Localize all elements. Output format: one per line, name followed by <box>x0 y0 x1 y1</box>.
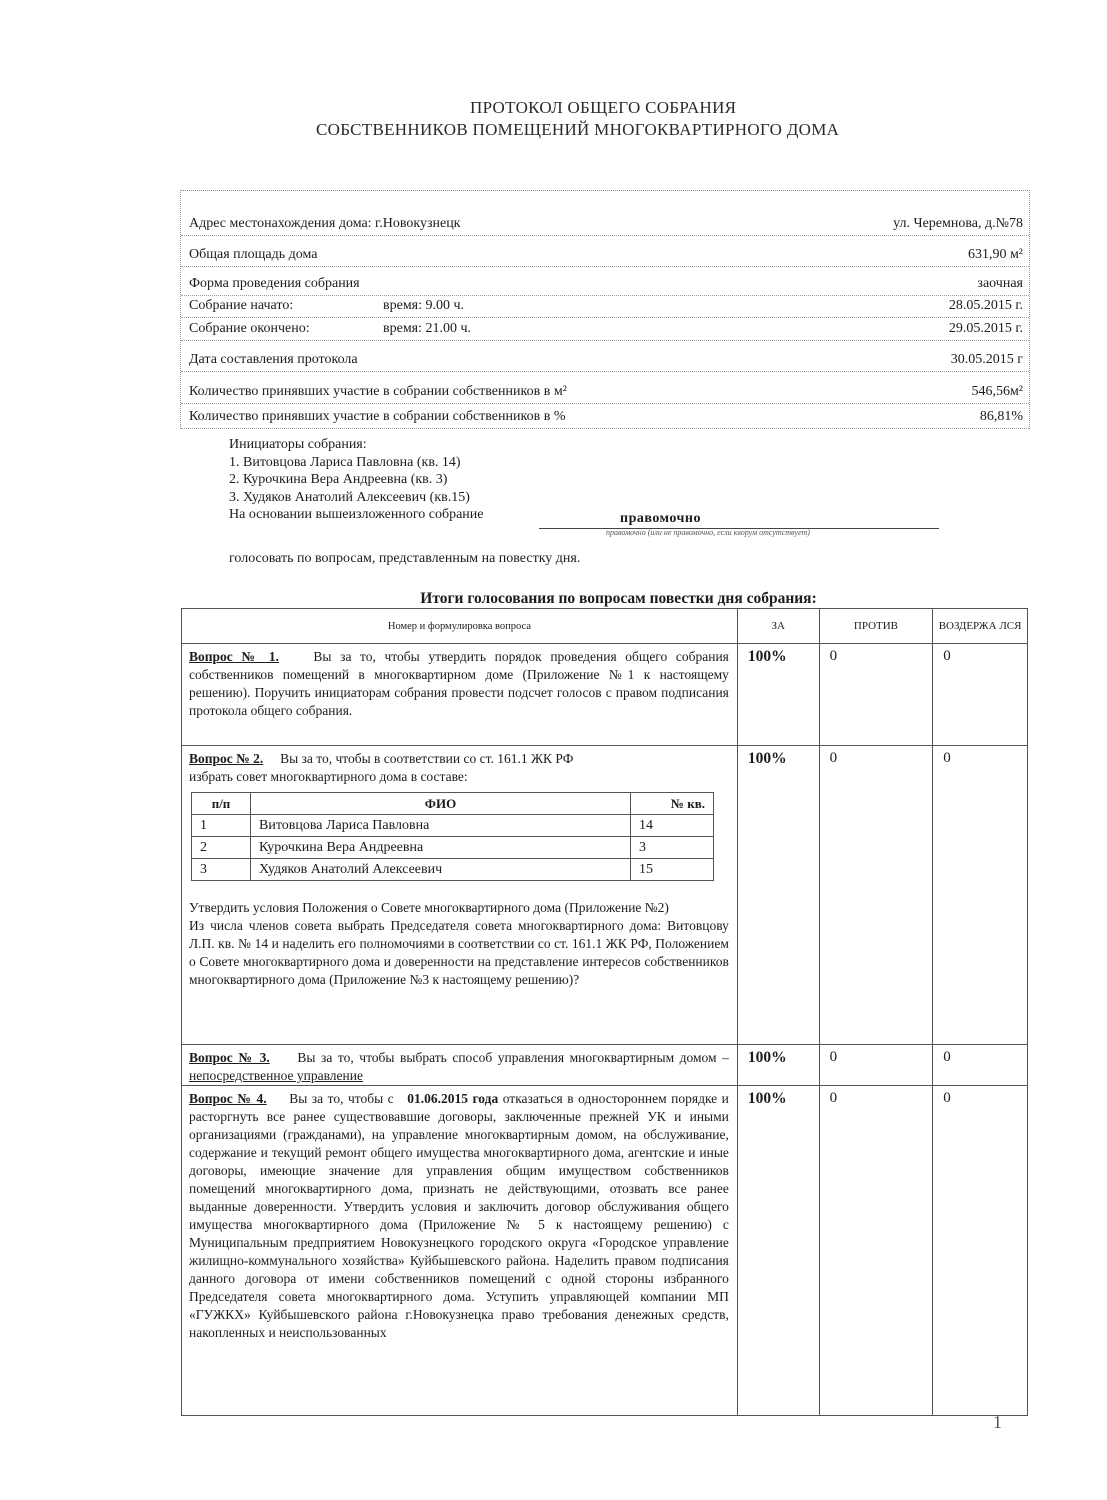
info-value: ул. Черемнова, д.№78 <box>893 216 1023 231</box>
info-value: 29.05.2015 г. <box>948 321 1023 336</box>
initiator-item: 3. Худяков Анатолий Алексеевич (кв.15) <box>229 489 470 505</box>
title-line-1: ПРОТОКОЛ ОБЩЕГО СОБРАНИЯ <box>470 98 737 117</box>
question-cell <box>182 1086 738 1416</box>
question-text-management: непосредственное управление <box>189 1068 363 1083</box>
legal-hint: правомочно (или не правомочно, если кворум отсутствует) <box>606 528 810 537</box>
council-row <box>192 815 714 837</box>
info-row-participants-percent <box>181 404 1029 429</box>
council-fio: Худяков Анатолий Алексеевич <box>251 859 631 881</box>
council-apt: 3 <box>631 837 714 859</box>
info-label: Собрание окончено: <box>189 321 310 336</box>
vote-for: 100% <box>737 1045 819 1086</box>
question-cell <box>182 644 738 746</box>
council-header-num: п/п <box>192 793 251 815</box>
vote-against: 0 <box>819 1045 933 1086</box>
vote-for: 100% <box>737 1086 819 1416</box>
council-row <box>192 859 714 881</box>
question-date: 01.06.2015 года <box>407 1091 499 1106</box>
info-row-start <box>181 296 1029 318</box>
council-apt: 14 <box>631 815 714 837</box>
question-text: Вы за то, чтобы утвердить порядок проведения общего собрания собственников помещений в многоквартирном доме (Приложение №1 к настоящему решению). Поручить инициаторам собрания провести подсчет голосов с правом подписания протокола общего собрания. <box>189 649 729 718</box>
council-row <box>192 837 714 859</box>
info-value: 546,56м² <box>971 384 1023 399</box>
council-table <box>191 792 714 881</box>
question-number: Вопрос № 1. <box>189 649 279 664</box>
vote-against: 0 <box>819 644 933 746</box>
initiators-block <box>229 436 484 524</box>
info-label: Собрание начато: <box>189 298 294 313</box>
info-value: 631,90 м² <box>967 247 1023 262</box>
council-header-apt: № кв. <box>631 793 714 815</box>
initiator-item: 1. Витовцова Лариса Павловна (кв. 14) <box>229 454 461 470</box>
vote-against: 0 <box>819 1086 933 1416</box>
council-apt: 15 <box>631 859 714 881</box>
info-time: время: 21.00 ч. <box>383 321 472 336</box>
question-text-continued: избрать совет многоквартирного дома в составе: <box>189 769 468 784</box>
council-num: 3 <box>192 859 251 881</box>
question-number: Вопрос № 2. <box>189 751 264 766</box>
vote-abstained: 0 <box>933 1045 1028 1086</box>
basis-text: На основании вышеизложенного собрание <box>229 507 484 522</box>
info-label: Количество принявших участие в собрании собственников в м² <box>189 384 567 399</box>
council-fio: Витовцова Лариса Павловна <box>251 815 631 837</box>
info-row-participants-area <box>181 372 1029 404</box>
legal-status: правомочно <box>620 511 702 526</box>
initiators-heading: Инициаторы собрания: <box>229 437 367 452</box>
question-cell <box>182 1045 738 1086</box>
info-time: время: 9.00 ч. <box>383 298 465 313</box>
vote-for: 100% <box>737 746 819 1045</box>
vote-abstained: 0 <box>933 1086 1028 1416</box>
results-title: Итоги голосования по вопросам повестки дня собрания: <box>420 590 817 607</box>
question-text: Вы за то, чтобы с <box>289 1091 394 1106</box>
info-value: 28.05.2015 г. <box>948 298 1023 313</box>
table-row-q3 <box>182 1045 1028 1086</box>
header-question: Номер и формулировка вопроса <box>182 609 738 644</box>
header-for: ЗА <box>737 609 819 644</box>
info-row-end <box>181 318 1029 341</box>
council-num: 1 <box>192 815 251 837</box>
council-header-fio: ФИО <box>251 793 631 815</box>
info-label: Форма проведения собрания <box>189 276 360 291</box>
voting-results-table <box>181 608 1028 1416</box>
council-header-row <box>192 793 714 815</box>
meeting-info-table <box>180 190 1030 429</box>
vote-against: 0 <box>819 746 933 1045</box>
page-number: 1 <box>993 1412 1002 1432</box>
info-value: 30.05.2015 г <box>950 352 1023 367</box>
title-line-2: СОБСТВЕННИКОВ ПОМЕЩЕНИЙ МНОГОКВАРТИРНОГО ДОМА <box>316 120 840 139</box>
table-row-q1 <box>182 644 1028 746</box>
question-text-continued: отказаться в одностороннем порядке и расторгнуть все ранее существовавшие договоры, заключенные прежней УК и иными организациями (гражданами), на управление многоквартирным домом, на обслуживание, содержание и текущий ремонт общего имущества многоквартирного дома, агентские и иные договоры, имеющие значение для управления общим имуществом собственников помещений многоквартирного дома, признать не действующими, отозвать все ранее выданные доверенности. Утвердить условия и заключить договор обслуживания общего имущества многоквартирного дома (Приложение № 5 к настоящему решению) с Муниципальным предприятием Новокузнецкого городского округа «Городское управление жилищно-коммунального хозяйства» Куйбышевского района. Наделить правом подписания данного договора от имени собственников помещений с одной стороны избранного Председателя совета многоквартирного дома. Уступить управляющей компании МП «ГУЖКХ» Куйбышевского района г.Новокузнецка право требования денежных средств, накопленных и неиспользованных <box>189 1091 729 1340</box>
info-row-address <box>181 191 1029 236</box>
info-label: Общая площадь дома <box>189 247 318 262</box>
info-label: Адрес местонахождения дома: г.Новокузнецк <box>189 216 461 231</box>
council-fio: Курочкина Вера Андреевна <box>251 837 631 859</box>
initiator-item: 2. Курочкина Вера Андреевна (кв. 3) <box>229 472 448 487</box>
table-row-q2 <box>182 746 1028 1045</box>
vote-abstained: 0 <box>933 644 1028 746</box>
question-text: Вы за то, чтобы в соответствии со ст. 161.1 ЖК РФ <box>280 751 574 766</box>
info-row-protocol-date <box>181 341 1029 372</box>
info-label: Дата составления протокола <box>189 352 358 367</box>
table-row-q4 <box>182 1086 1028 1416</box>
question-number: Вопрос № 4. <box>189 1091 267 1106</box>
vote-for: 100% <box>737 644 819 746</box>
info-row-area <box>181 236 1029 267</box>
info-value: 86,81% <box>979 409 1023 424</box>
info-value: заочная <box>977 276 1023 291</box>
council-num: 2 <box>192 837 251 859</box>
question-text-chairman: Из числа членов совета выбрать Председателя совета многоквартирного дома: Витовцову Л.П. кв. № 14 и наделить его полномочиями в соответствии со ст. 161.1 ЖК РФ, Положением о Совете многоквартирного дома и доверенности на представление интересов собственников многоквартирного дома (Приложение №3 к настоящему решению)? <box>189 918 729 987</box>
question-cell <box>182 746 738 1045</box>
header-abstained: ВОЗДЕРЖА ЛСЯ <box>933 609 1028 644</box>
question-text-regulations: Утвердить условия Положения о Совете многоквартирного дома (Приложение №2) <box>189 900 669 915</box>
vote-agenda-text: голосовать по вопросам, представленным на повестку дня. <box>229 551 581 566</box>
vote-abstained: 0 <box>933 746 1028 1045</box>
info-row-form <box>181 267 1029 296</box>
question-number: Вопрос № 3. <box>189 1050 270 1065</box>
question-text: Вы за то, чтобы выбрать способ управления многоквартирным домом – <box>297 1050 729 1065</box>
header-against: ПРОТИВ <box>819 609 933 644</box>
info-label: Количество принявших участие в собрании собственников в % <box>189 409 566 424</box>
table-header-row <box>182 609 1028 644</box>
